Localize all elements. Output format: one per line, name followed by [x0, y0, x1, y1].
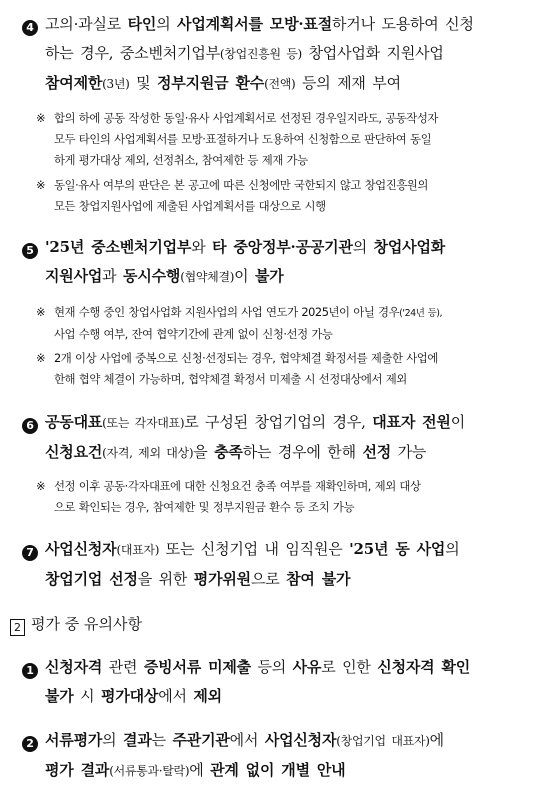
- item-4: [22, 10, 548, 99]
- item-2-number: 2: [22, 736, 38, 752]
- item-2-line-1: 2 서류평가의 결과는 주관기관에서 사업신청자(창업기업 대표자)에: [22, 726, 548, 756]
- reference-mark: ※: [36, 305, 46, 319]
- item-5-number: 5: [22, 243, 38, 259]
- section-number-box: 2: [10, 619, 25, 636]
- note-5b: [36, 348, 550, 390]
- item-6-line-1: 6 공동대표(또는 각자대표)로 구성된 창업기업의 경우, 대표자 전원이: [22, 408, 548, 438]
- note-4a-line-2: 모두 타인의 사업계획서를 모방·표절하거나 도용하여 신청함으로 판단하여 동일: [54, 132, 432, 146]
- item-7: [22, 535, 548, 594]
- note-6a-line-1: ※ 선정 이후 공동·각자대표에 대한 신청요건 충족 여부를 재확인하며, 제외 대상: [36, 476, 550, 497]
- item-7-line-2: 창업기업 선정을 위한 평가위원으로 참여 불가: [45, 570, 351, 588]
- item-2: [22, 726, 548, 786]
- item-7-line-1: 7 사업신청자(대표자) 또는 신청기업 내 임직원은 '25년 동 사업의: [22, 535, 548, 565]
- note-5a-line-1: ※ 현재 수행 중인 창업사업화 지원사업의 사업 연도가 2025년이 아닐 경우('24년 등),: [36, 302, 550, 324]
- item-4-line-1: 4 고의·과실로 타인의 사업계획서를 모방·표절하거나 도용하여 신청: [22, 10, 548, 39]
- item-6-number: 6: [22, 418, 38, 434]
- note-5b-line-2: 한해 협약 체결이 가능하며, 협약체결 확정서 미제출 시 선정대상에서 제외: [54, 372, 407, 386]
- reference-mark: ※: [36, 479, 46, 493]
- reference-mark: ※: [36, 111, 46, 125]
- item-4-line-2: 하는 경우, 중소벤처기업부(창업진흥원 등) 창업사업화 지원사업: [45, 44, 444, 62]
- reference-mark: ※: [36, 351, 46, 365]
- section-title: 평가 중 유의사항: [31, 615, 142, 633]
- item-4-number: 4: [22, 20, 38, 36]
- item-5: [22, 233, 548, 292]
- reference-mark: ※: [36, 178, 46, 192]
- item-6: [22, 408, 548, 468]
- item-1-line-1: 1 신청자격 관련 증빙서류 미제출 등의 사유로 인한 신청자격 확인: [22, 653, 548, 682]
- note-6a: [36, 476, 550, 518]
- item-4-line-3: 참여제한(3년) 및 정부지원금 환수(전액) 등의 제재 부여: [45, 74, 401, 92]
- item-1-number: 1: [22, 663, 38, 679]
- item-5-line-1: 5 '25년 중소벤처기업부와 타 중앙정부·공공기관의 창업사업화: [22, 233, 548, 262]
- note-4a-line-1: ※ 합의 하에 공동 작성한 동일·유사 사업계획서로 선정된 경우일지라도, 공동작성자: [36, 108, 550, 129]
- item-7-number: 7: [22, 545, 38, 561]
- item-6-line-2: 신청요건(자격, 제외 대상)을 충족하는 경우에 한해 선정 가능: [45, 443, 427, 461]
- item-2-line-2: 평가 결과(서류통과·탈락)에 관계 없이 개별 안내: [45, 761, 346, 779]
- item-1-line-2: 불가 시 평가대상에서 제외: [45, 687, 222, 705]
- note-4b-line-2: 모든 창업지원사업에 제출된 사업계획서를 대상으로 시행: [54, 199, 326, 213]
- note-4a-line-3: 하게 평가대상 제외, 선정취소, 참여제한 등 제재 가능: [54, 153, 308, 167]
- section-heading: [10, 612, 142, 636]
- note-5a: [36, 302, 550, 345]
- note-5a-line-2: 사업 수행 여부, 잔여 협약기간에 관계 없이 신청·선정 가능: [54, 327, 333, 341]
- note-4a: [36, 108, 550, 171]
- item-1: [22, 653, 548, 711]
- note-5b-line-1: ※ 2개 이상 사업에 중복으로 신청·선정되는 경우, 협약체결 확정서를 제출한 사업에: [36, 348, 550, 369]
- note-4b-line-1: ※ 동일·유사 여부의 판단은 본 공고에 따른 신청에만 국한되지 않고 창업진흥원의: [36, 175, 550, 196]
- note-6a-line-2: 으로 확인되는 경우, 참여제한 및 정부지원금 환수 등 조치 가능: [54, 500, 355, 514]
- item-5-line-2: 지원사업과 동시수행(협약체결)이 불가: [45, 267, 284, 285]
- note-4b: [36, 175, 550, 217]
